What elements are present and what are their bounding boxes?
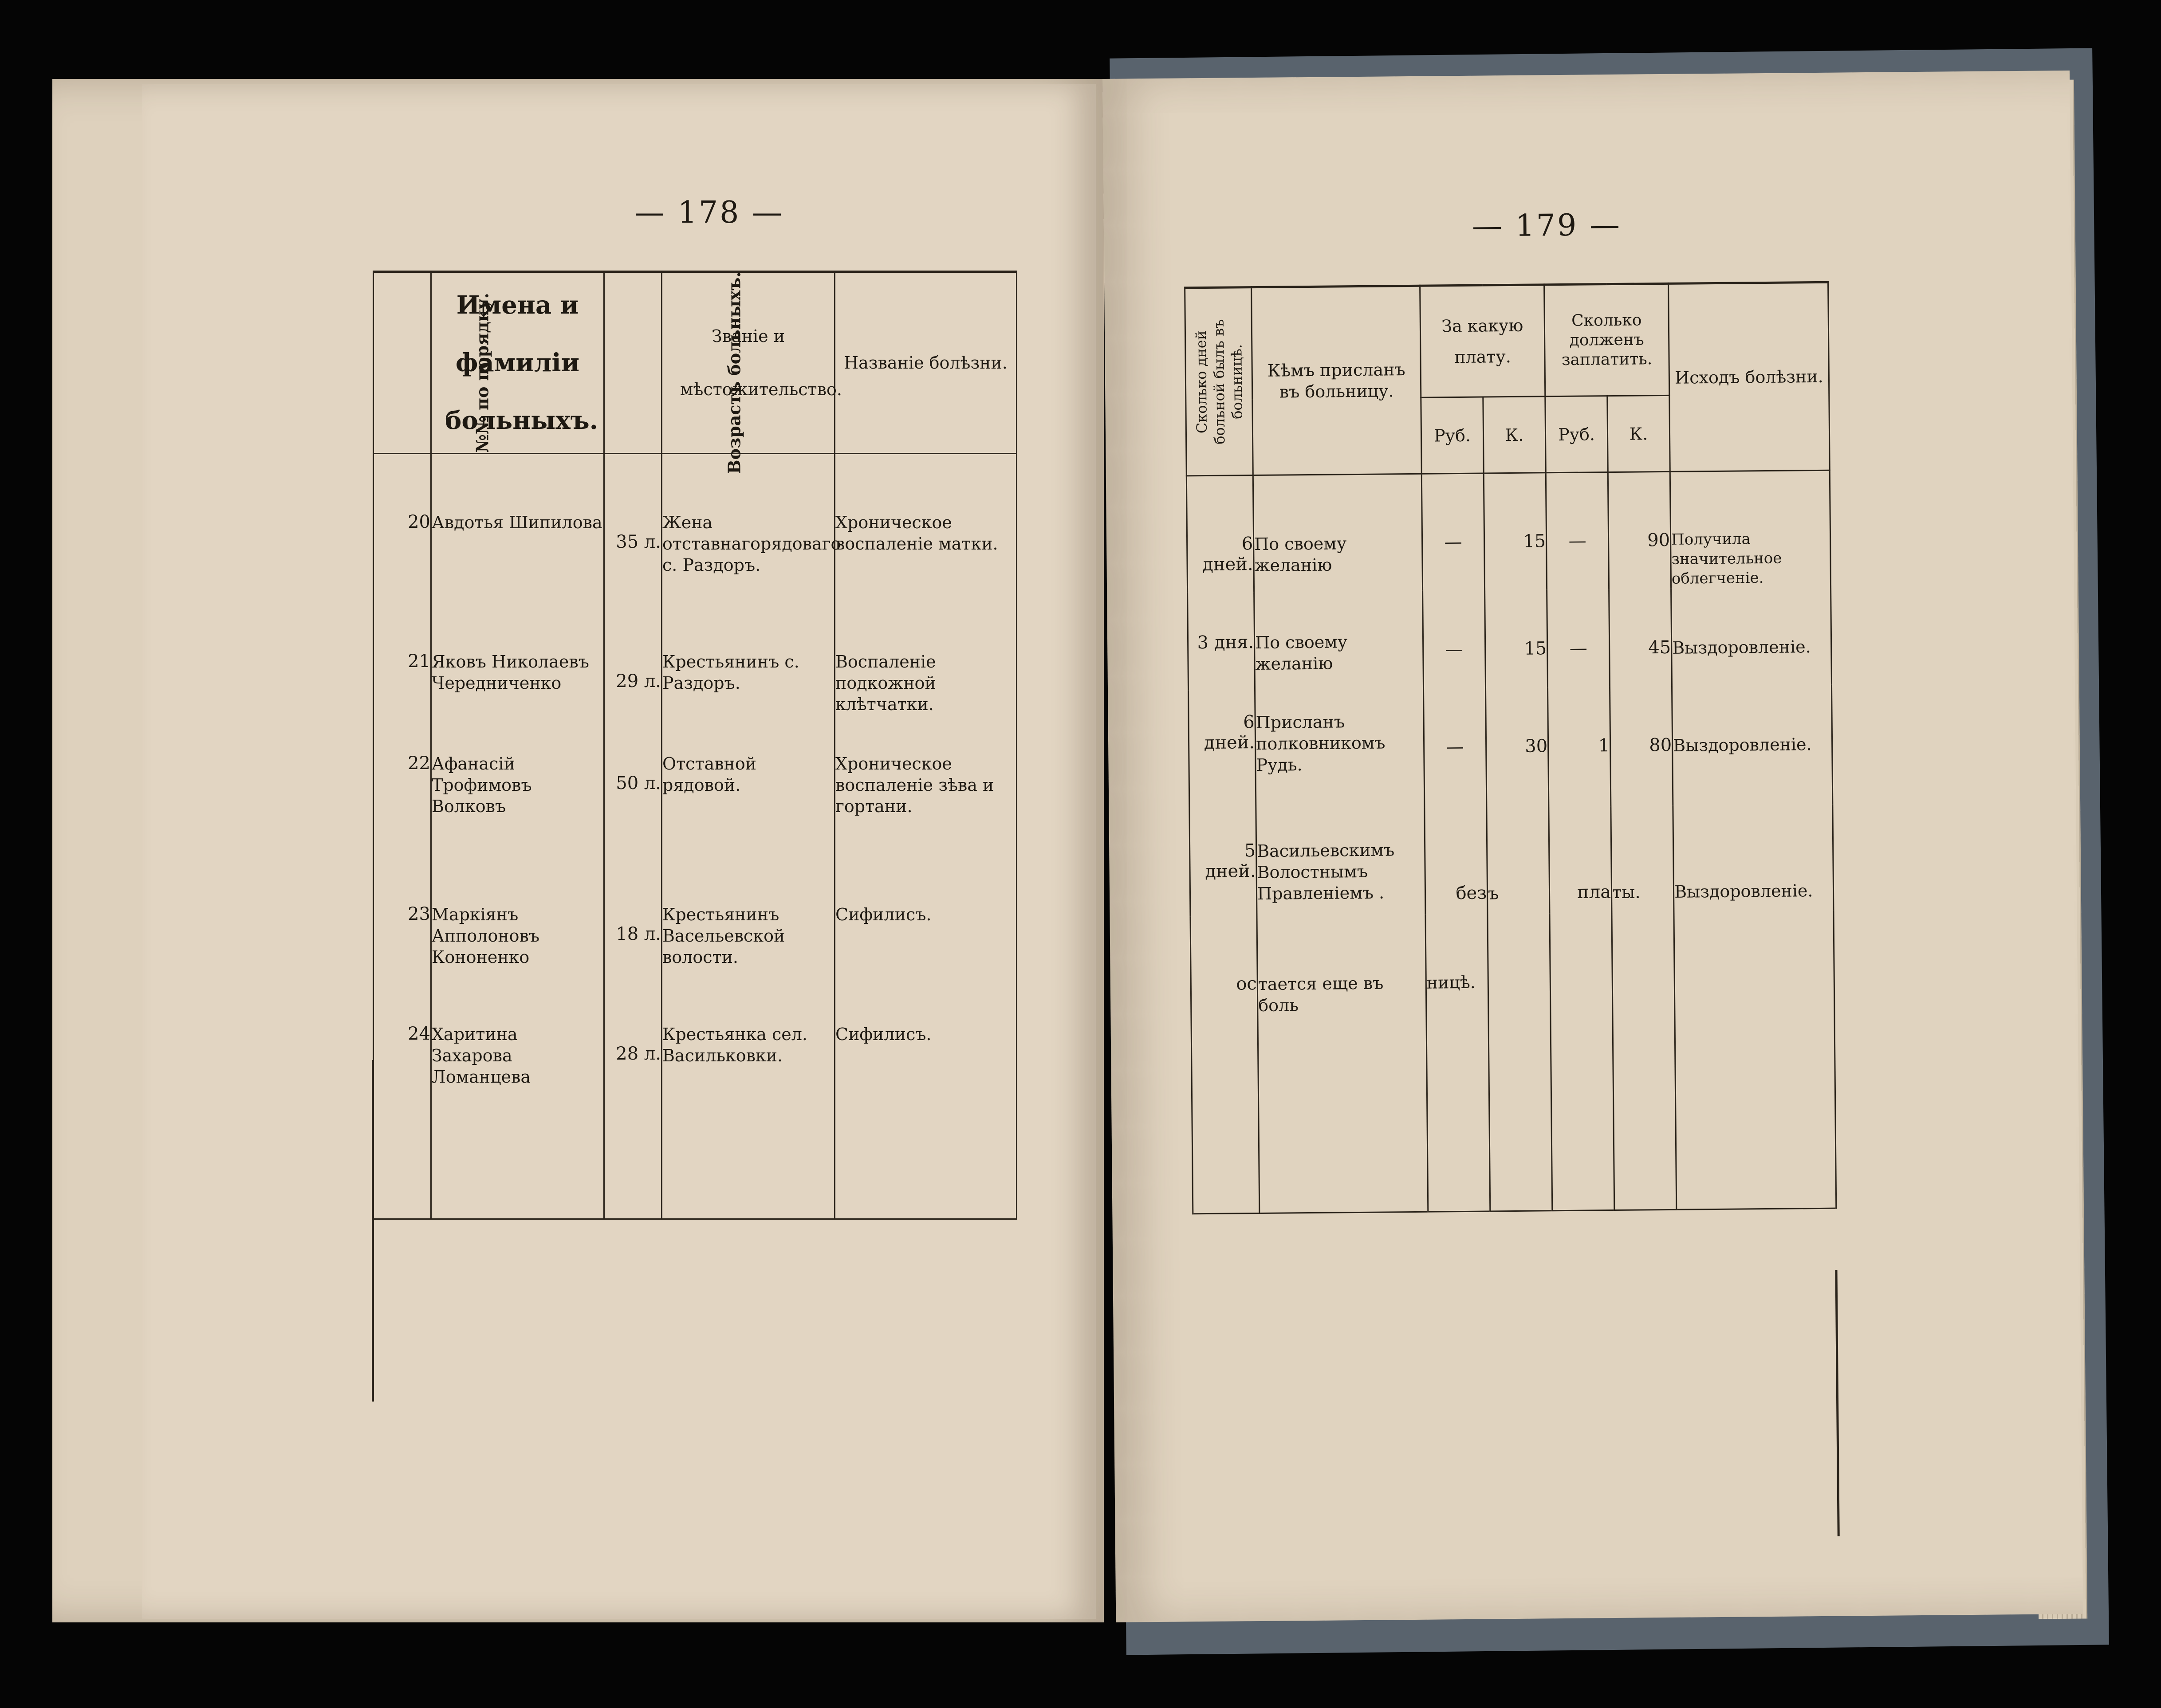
header-days: Сколько дней больной былъ въ больницѣ. (1185, 287, 1253, 476)
right-page-number: — 179 — (1472, 207, 1622, 244)
header-disease: Названiе болѣзни. (835, 272, 1017, 454)
header-num: №№ по порядку. (374, 272, 431, 454)
header-age: Возрастъ больныхъ. (604, 272, 662, 454)
left-ledger-table (373, 271, 1017, 1220)
table-row: 22 Афанасiй Трофимовъ Волковъ 50 л. Отставной рядовой. Хроническое воспаленiе зѣва и гортани. (374, 744, 1017, 860)
header-name: Имена и фамилiи больныхъ. (431, 272, 604, 454)
header-rank: Званiе и мѣстожительство. (662, 272, 835, 454)
table-row: 21 Яковъ Николаевъ Чередниченко 29 л. Крестьянинъ с. Раздоръ. Воспаленiе подкожной клѣтчатки. (374, 576, 1017, 744)
header-pay-group: За какую плату. (1420, 285, 1545, 398)
header-owe-group: Сколько долженъ заплатить. (1544, 283, 1669, 397)
right-table-right-rule (1835, 1270, 1839, 1536)
right-page (1102, 71, 2083, 1622)
header-pay-rub: Руб. (1421, 397, 1484, 474)
table-row: 23 Маркiянъ Апполоновъ Кононенко 18 л. Крестьянинъ Васельевской волости. Сифилисъ. (374, 860, 1017, 984)
table-row: 6 дней. Присланъ полковникомъ Рудь. — 30 1 80 Выздоровленiе. (1189, 685, 1833, 810)
table-row: ос тается еще въ боль ницѣ. (1190, 911, 1836, 1214)
left-page (142, 84, 1096, 1619)
header-outcome: Исходъ болѣзни. (1669, 282, 1830, 471)
header-owe-kop: К. (1607, 396, 1670, 472)
table-row: 24 Харитина Захарова Ломанцева 28 л. Крестьянка сел. Васильковки. Сифилисъ. (374, 984, 1017, 1219)
left-table-left-rule (372, 1060, 374, 1402)
table-row: 3 дня. По своему желанiю — 15 — 45 Выздоровленiе. (1188, 587, 1832, 691)
table-row: 20 Авдотья Шипилова 35 л. Жена отставнагорядоваго с. Раздоръ. Хроническое воспаленiе матки. (374, 454, 1017, 576)
right-ledger-table (1184, 281, 1837, 1214)
header-owe-rub: Руб. (1545, 396, 1608, 473)
header-pay-kop: К. (1483, 397, 1546, 473)
header-sent-by: Кѣмъ присланъ въ больницу. (1252, 286, 1422, 475)
left-page-number: — 178 — (634, 195, 784, 230)
table-row: 6 дней. По своему желанiю — 15 — 90 Получила значительное облегченiе. (1186, 470, 1830, 593)
table-row: 5 дней. Васильевскимъ Волостнымъ Правленiемъ . без ъ пла ты. Выздоровленiе. (1189, 805, 1834, 917)
